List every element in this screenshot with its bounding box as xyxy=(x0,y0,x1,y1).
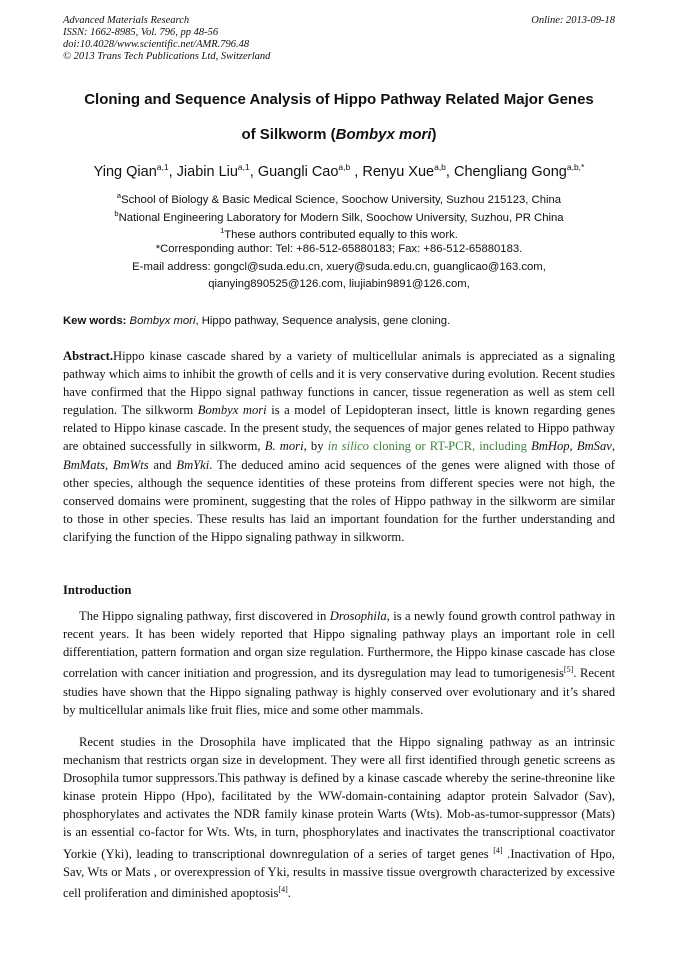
doi-line: doi:10.4028/www.scientific.net/AMR.796.48 xyxy=(63,39,250,50)
keywords: Kew words: Bombyx mori, Hippo pathway, Sequence analysis, gene cloning. xyxy=(63,315,451,327)
copyright-line: © 2013 Trans Tech Publications Ltd, Switzerland xyxy=(63,51,271,62)
email-line-2: qianying890525@126.com, liujiabin9891@126.com, xyxy=(208,278,470,290)
intro-paragraph-2: Recent studies in the Drosophila have implicated that the Hippo signaling pathway as an intrinsic mechanism that restricts organ size in development. They were all first identified through genetic screens as Drosophila tumor suppressors.This pathway is defined by a kinase cascade whereby the serine-threonine like kinase protein Hippo (Hpo), facilitated by the WW-domain-containing adaptor protein Salvador (Sav), phosphorylates and activates the NDR family kinase protein Warts (Wts). Mob-as-tumor-suppressor (Mats) is an essential co-factor for Wts. Wts, in turn, phosphorylates and inactivates the transcriptional coactivator Yorkie (Yki), leading to transcriptional downregulation of a series of target genes [4] .Inactivation of Hpo, Sav, Wts or Mats , or overexpression of Yki, results in massive tissue overgrowth characterized by excessive cell proliferation and diminished apoptosis[4]. xyxy=(63,735,615,901)
journal-header xyxy=(63,15,615,63)
author: Ying Qian xyxy=(93,163,157,180)
affiliation-a: $^a$School of Biology & Basic Medical Science, Soochow University, Suzhou 215123, China xyxy=(116,191,562,206)
author: Guangli Cao xyxy=(257,163,339,180)
paper-title-line2: of Silkworm (Bombyx mori) xyxy=(241,126,437,143)
corresponding-author: *Corresponding author: Tel: +86-512-65880183; Fax: +86-512-65880183. xyxy=(155,243,523,255)
keywords-label: Kew words: xyxy=(63,315,127,327)
author: Jiabin Liu xyxy=(176,163,238,180)
section-heading-introduction: Introduction xyxy=(63,583,132,597)
intro-paragraph-1: The Hippo signaling pathway, first discovered in Drosophila, is a newly found growth control pathway in recent years. It has been widely reported that Hippo signaling pathway plays an important role in cell differentiation, pattern formation and organ size regulation. Furthermore, the Hippo kinase cascade has close correlation with cancer initiation and progression, and its dysregulation may lead to tumorigenesis[5]. Recent studies have shown that the Hippo signaling pathway is highly conserved over evolutionary and it’s shared by multicellular animals like fruit flies, mice and some other mammals. xyxy=(63,609,616,717)
citation: [5] xyxy=(563,665,574,675)
citation: [4] xyxy=(493,845,503,855)
abstract-label: Abstract. xyxy=(63,349,114,363)
author: Chengliang Gong xyxy=(453,163,567,180)
paper-title-line1: Cloning and Sequence Analysis of Hippo Pathway Related Major Genes xyxy=(84,91,594,108)
email-line-1: E-mail address: gongcl@suda.edu.cn, xuery@suda.edu.cn, guanglicao@163.com, xyxy=(132,261,546,273)
citation: [4] xyxy=(278,884,288,894)
equal-contribution-note: $^1$These authors contributed equally to this work. xyxy=(220,226,458,241)
issn-line: ISSN: 1662-8985, Vol. 796, pp 48-56 xyxy=(63,27,219,38)
author-list: Ying Qian$^{a,1}$, Jiabin Liu$^{a,1}$, Guangli Cao$^{a,b}$ , Renyu Xue$^{a,b}$, Chengliang Gong$^{a,b,*}$ xyxy=(93,162,585,180)
affiliation-b: $^b$National Engineering Laboratory for Modern Silk, Soochow University, Suzhou, PR China xyxy=(114,209,564,224)
abstract: Abstract.Hippo kinase cascade shared by a variety of multicellular animals is appreciated as a signaling pathway which aims to inhibit the growth of cells and it is very conservative during evolution. Recent studies have confirmed that the Hippo signal pathway functions in cancer, tissue regeneration as well as stem cell regulation. The silkworm Bombyx mori is a model of Lepidopteran insect, little is known regarding genes related to Hippo kinase cascade. In the present study, the sequences of major genes related to Hippo pathway are obtained successfully in silkworm, B. mori, by in silico cloning or RT-PCR, including BmHop, BmSav, BmMats, BmWts and BmYki. The deduced amino acid sequences of the genes were aligned with those of other species, although the sequence identities of these proteins from different species were not high, the conserved domains were prominent, suggesting that the roles of Hippo pathway in the silkworm are similar to those in other species. These results has laid an important foundation for the further understanding and clarifying the function of the Hippo signaling pathway in silkworm. xyxy=(63,349,616,544)
online-date: Online: 2013-09-18 xyxy=(531,15,615,26)
author: Renyu Xue xyxy=(362,163,435,180)
journal-name: Advanced Materials Research xyxy=(63,15,190,26)
title-species: Bombyx mori xyxy=(335,126,432,143)
